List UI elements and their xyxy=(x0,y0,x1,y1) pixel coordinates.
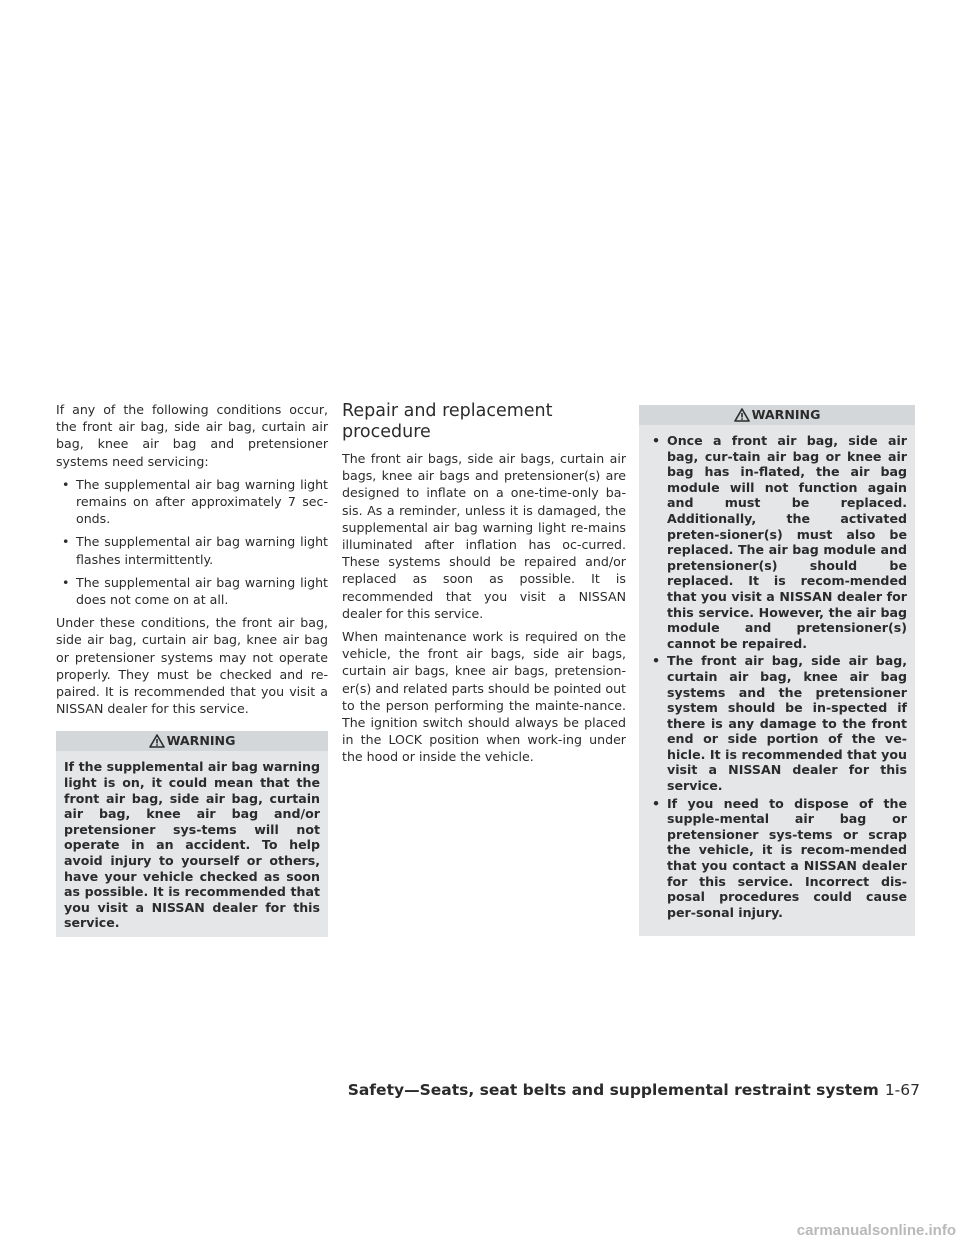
list-item-text: The front air bag, side air bag, curtain air bag, knee air bag systems and the pretensioner system should be in-spected if there is any damage to the front end or side portion of the ve-hicle. It is recommended that you visit a NISSAN dealer for this service. xyxy=(667,653,907,794)
column-right xyxy=(639,405,915,936)
warning-header xyxy=(639,405,915,425)
list-item-text: If you need to dispose of the supple-mental air bag or pretensioner sys-tems or scrap the vehicle, it is recom-mended that you contact a NISSAN dealer for this service. Incorrect dis-posal procedures could cause per-sonal injury. xyxy=(667,795,907,920)
bullet-icon: • xyxy=(652,433,661,448)
warning-text: If the supplemental air bag warning light is on, it could mean that the front air bag, side air bag, curtain air bag, knee air bag and/or pretensioner sys-tems will not operate in an accident. To help avoid injury to yourself or others, have your vehicle checked as soon as possible. It is recommended that you visit a NISSAN dealer for this service. xyxy=(64,759,320,931)
list-item xyxy=(647,796,907,921)
intro-paragraph: If any of the following conditions occur, the front air bag, side air bag, curtain air bag, knee air bag and pretensioner systems need servicing: xyxy=(56,402,328,469)
page-footer xyxy=(348,1080,920,1100)
list-item xyxy=(56,574,328,608)
warning-header xyxy=(56,731,328,751)
list-item-text: Once a front air bag, side air bag, cur-tain air bag or knee air bag has in-flated, the air bag module will not function again and must be replaced. Additionally, the activated preten-sioner(s) must also be replaced. The air bag module and pretensioner(s) should be replaced. It is recom-mended that you visit a NISSAN dealer for this service. However, the air bag module and pretensioner(s) cannot be repaired. xyxy=(667,433,907,651)
condition-list xyxy=(56,476,328,608)
warning-box xyxy=(56,731,328,937)
list-item-text: The supplemental air bag warning light does not come on at all. xyxy=(76,574,328,608)
section-heading: Repair and replacement procedure xyxy=(342,401,553,442)
list-item-text: The supplemental air bag warning light remains on after approximately 7 sec-onds. xyxy=(76,476,328,527)
warning-title: WARNING xyxy=(166,733,236,749)
list-item xyxy=(647,653,907,793)
warning-triangle-icon xyxy=(734,408,750,422)
warning-list xyxy=(647,433,907,920)
warning-title: WARNING xyxy=(751,407,821,422)
list-item xyxy=(56,476,328,528)
maintenance-paragraph: When maintenance work is required on the vehicle, the front air bags, side air bags, curtain air bags, knee air bags, pretension-er(s) and related parts should be pointed out to the person performing the mainte-nance. The ignition switch should always be placed in the LOCK position when work-ing under the hood or inside the vehicle. xyxy=(342,629,626,765)
list-item xyxy=(647,433,907,651)
repair-paragraph: The front air bags, side air bags, curtain air bags, knee air bags and pretensioner(s) are designed to inflate on a one-time-only ba-sis. As a reminder, unless it is damaged, the supplemental air bag warning light re-mains illuminated after inflation has oc-curred. These systems should be repaired and/or replaced as soon as possible. It is recommended that you visit a NISSAN dealer for this service. xyxy=(342,451,626,621)
conditions-paragraph: Under these conditions, the front air bag, side air bag, curtain air bag, knee air bag or pretensioner systems may not operate properly. They must be checked and re-paired. It is recommended that you visit a NISSAN dealer for this service. xyxy=(56,615,328,717)
bullet-icon: • xyxy=(62,574,70,590)
column-middle xyxy=(342,401,626,772)
section-title: Safety—Seats, seat belts and supplemental restraint system xyxy=(347,1081,879,1099)
watermark: carmanualsonline.info xyxy=(796,1222,956,1239)
warning-box xyxy=(639,405,915,936)
bullet-icon: • xyxy=(62,534,70,550)
list-item-text: The supplemental air bag warning light flashes intermittently. xyxy=(76,534,328,567)
page-number: 1-67 xyxy=(884,1081,920,1099)
bullet-icon: • xyxy=(652,653,661,669)
bullet-icon: • xyxy=(652,795,661,811)
warning-triangle-icon xyxy=(149,734,165,748)
bullet-icon: • xyxy=(62,476,70,492)
list-item xyxy=(56,533,328,567)
column-left xyxy=(56,401,328,937)
